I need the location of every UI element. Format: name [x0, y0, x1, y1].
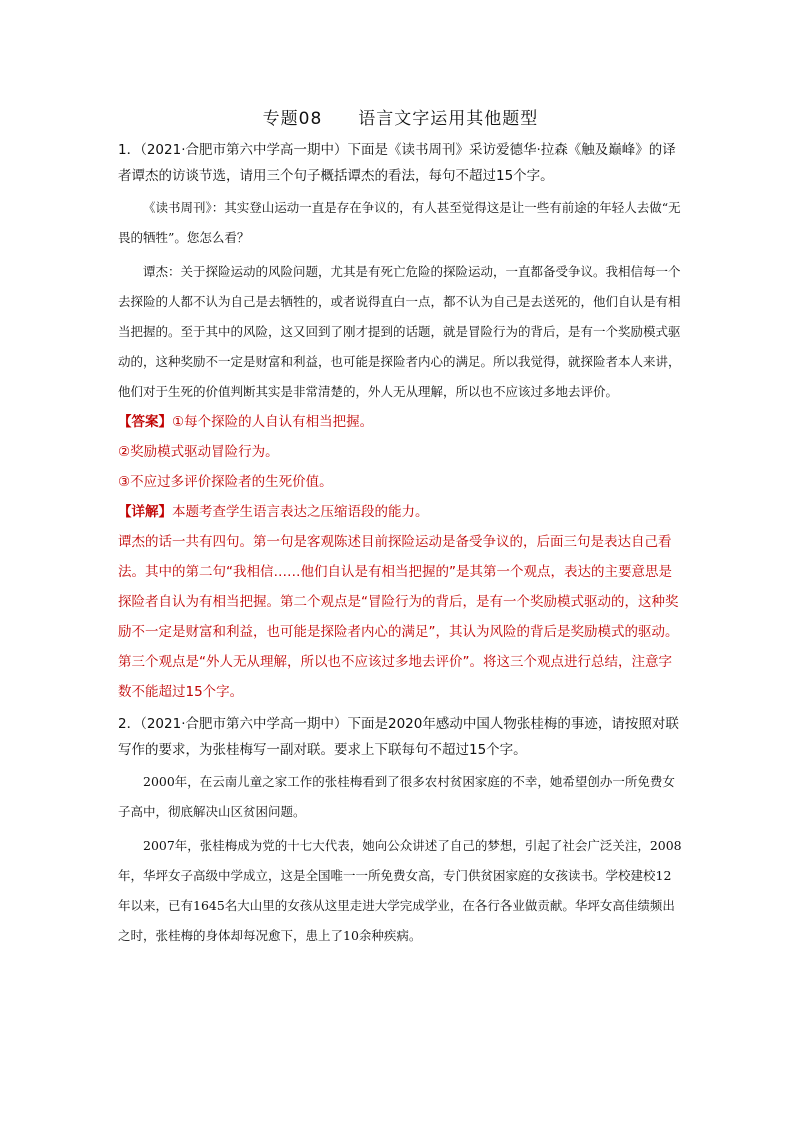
detail-text-2: 谭杰的话一共有四句。第一句是客观陈述目前探险运动是备受争议的，后面三句是表达自己看法。其中的第二句“我相信……他们自认是有相当把握的”是其第一个观点，表达的主要意思是探险者自认为有相当把握。第二个观点是“冒险行为的背后，是有一个奖励模式驱动的，这种奖励不一定是财富和利益，也可能是探险者内心的满足”，其认为风险的背后是奖励模式的驱动。第三个观点是“外人无从理解，所以也不应该过多地去评价”。将这三个观点进行总结，注意字数不能超过15个字。 — [118, 534, 679, 700]
detail-line-1 — [118, 497, 683, 527]
question-2-passage-para-2: 2007年，张桂梅成为党的十七大代表，她向公众讲述了自己的梦想，引起了社会广泛关注，2008年，华坪女子高级中学成立，这是全国唯一一所免费女高，专门供贫困家庭的女孩读书。学校建校12年以来，已有1645名大山里的女孩从这里走进大学完成学业，在各行各业做贡献。华坪女高佳绩频出之时，张桂梅的身体却每况愈下，患上了10余种疾病。 — [118, 838, 682, 943]
document-title: 专题08 语言文字运用其他题型 — [262, 109, 539, 129]
answer-item-2: ②奖励模式驱动冒险行为。 — [118, 444, 279, 460]
question-1-passage-para-2: 谭杰：关于探险运动的风险问题，尤其是有死亡危险的探险运动，一直都备受争议。我相信每一个去探险的人都不认为自己是去牺牲的，或者说得直白一点，都不认为自己是去送死的，他们自认是有相当把握的。至于其中的风险，这又回到了刚才提到的话题，就是冒险行为的背后，是有一个奖励模式驱动的，这种奖励不一定是财富和利益，也可能是探险者内心的满足。所以我觉得，就探险者本人来讲，他们对于生死的价值判断其实是非常清楚的，外人无从理解，所以也不应该过多地去评价。 — [118, 264, 681, 399]
question-1-prompt: 1．（2021·合肥市第六中学高一期中）下面是《读书周刊》采访爱德华·拉森《触及巅峰》的译者谭杰的访谈节选，请用三个句子概括谭杰的看法，每句不超过15个字。 — [118, 142, 676, 184]
detail-text-1: 本题考查学生语言表达之压缩语段的能力。 — [172, 504, 429, 520]
answer-line-1 — [118, 407, 683, 437]
document-page — [118, 104, 683, 951]
question-2-prompt: 2．（2021·合肥市第六中学高一期中）下面是2020年感动中国人物张桂梅的事迹，请按照对联写作的要求，为张桂梅写一副对联。要求上下联每句不超过15个字。 — [118, 716, 679, 758]
detail-tag: 【详解】 — [118, 504, 172, 520]
question-2-passage-para-1: 2000年，在云南儿童之家工作的张桂梅看到了很多农村贫困家庭的不幸，她希望创办一所免费女子高中，彻底解决山区贫困问题。 — [118, 774, 675, 819]
answer-tag: 【答案】 — [118, 414, 172, 430]
question-1-passage-para-1: 《读书周刊》：其实登山运动一直是存在争议的，有人甚至觉得这是让一些有前途的年轻人去做“无畏的牺牲”。您怎么看？ — [118, 200, 681, 245]
answer-item-1: ①每个探险的人自认有相当把握。 — [172, 414, 374, 430]
answer-item-3: ③不应过多评价探险者的生死价值。 — [118, 474, 333, 490]
